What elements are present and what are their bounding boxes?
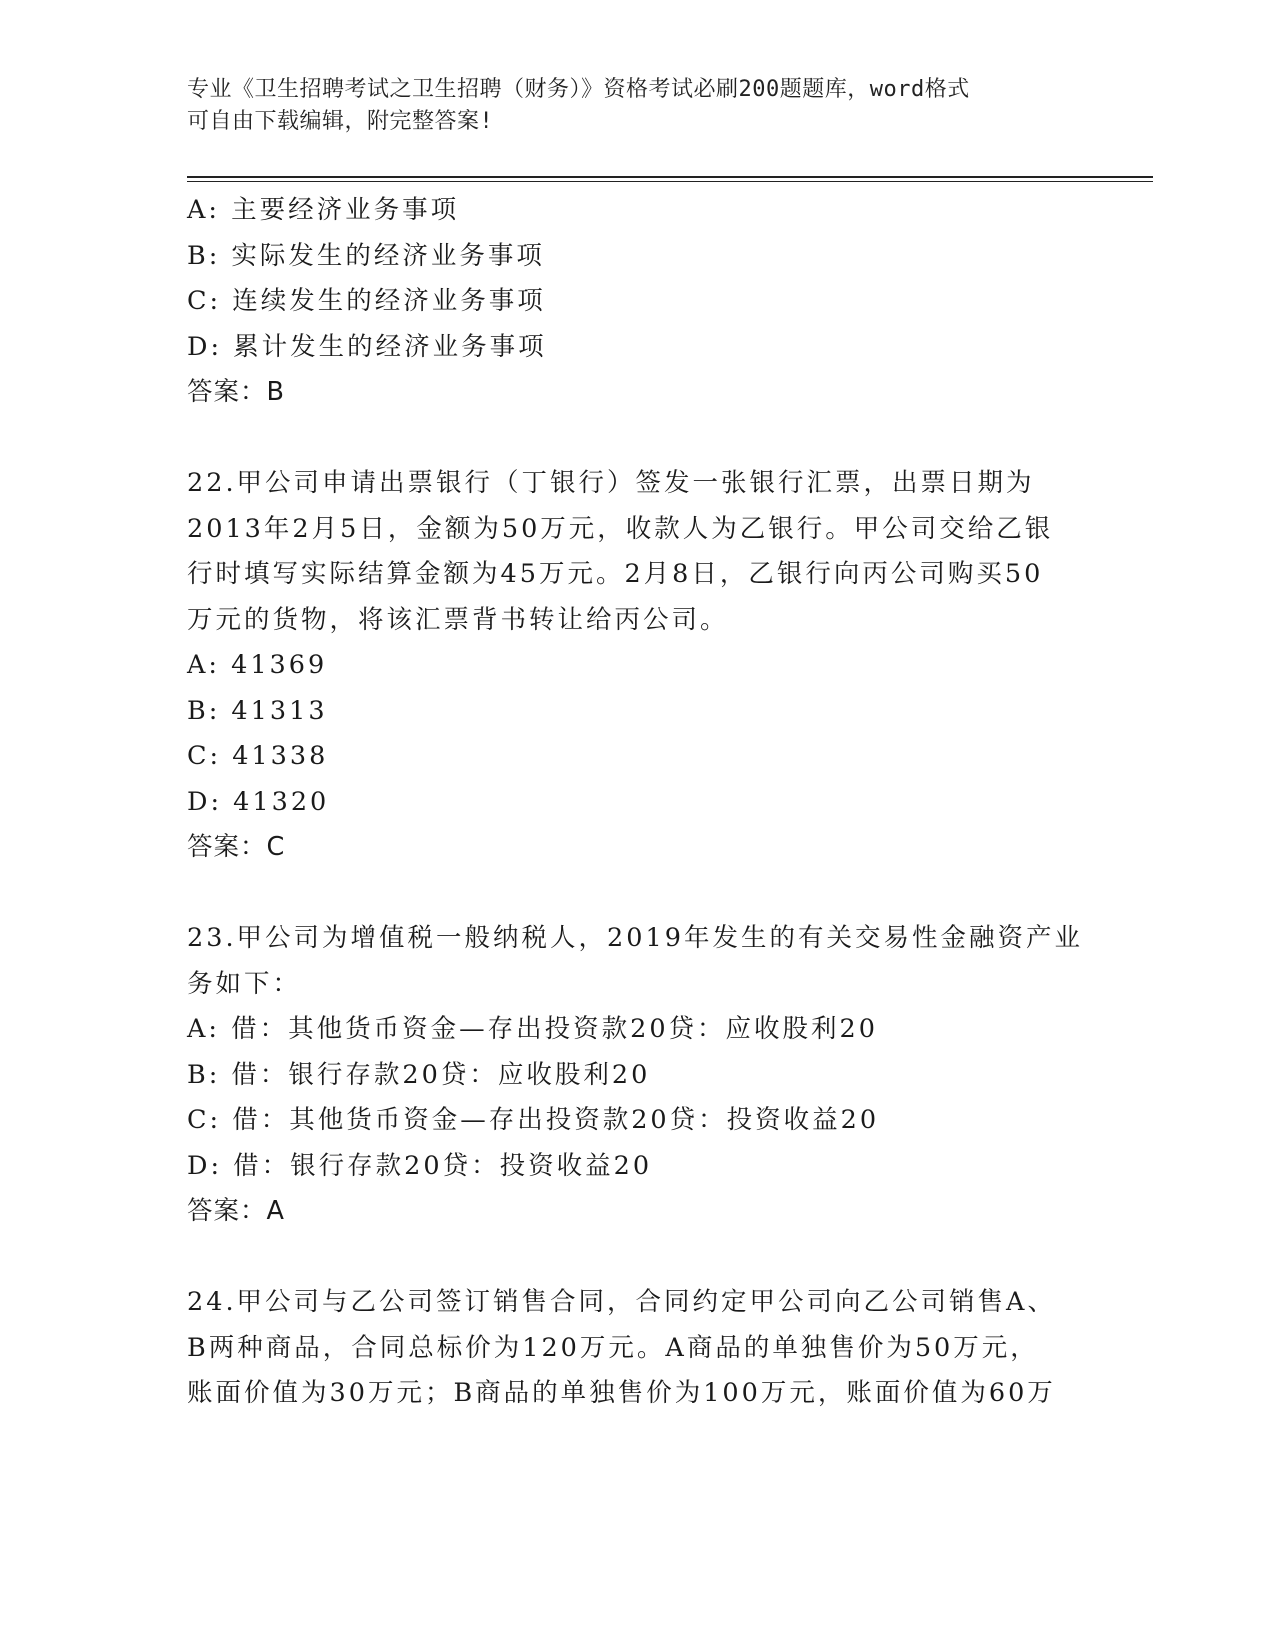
- option-c: C: 41338: [187, 741, 329, 771]
- header-divider-thick: [187, 176, 1153, 178]
- document-body: [187, 188, 1087, 1417]
- option-a: A: 41369: [187, 650, 328, 680]
- answer: 答案：C: [187, 832, 286, 862]
- question-stem-line: 22.甲公司申请出票银行（丁银行）签发一张银行汇票，出票日期为: [187, 468, 1035, 498]
- option-a: A: 主要经济业务事项: [187, 195, 460, 225]
- answer: 答案：A: [187, 1196, 285, 1226]
- option-d: D: 41320: [187, 786, 330, 817]
- option-d: D: 借：银行存款20贷：投资收益20: [187, 1150, 653, 1181]
- question-stem-line: B两种商品，合同总标价为120万元。A商品的单独售价为50万元，: [187, 1332, 1039, 1363]
- option-b: B: 41313: [187, 695, 328, 726]
- option-c: C: 借：其他货币资金—存出投资款20贷：投资收益20: [187, 1105, 880, 1135]
- option-d: D: 累计发生的经济业务事项: [187, 331, 547, 362]
- spacer: [187, 416, 1087, 462]
- document-header: [187, 74, 1067, 138]
- question-22: [187, 461, 1087, 871]
- answer: 答案：B: [187, 377, 285, 407]
- question-24: [187, 1280, 1087, 1417]
- option-a: A: 借：其他货币资金—存出投资款20贷：应收股利20: [187, 1014, 879, 1044]
- question-23: [187, 916, 1087, 1235]
- question-21: [187, 188, 1087, 416]
- question-stem-line: 23.甲公司为增值税一般纳税人，2019年发生的有关交易性金融资产业: [187, 923, 1083, 953]
- question-stem-line: 账面价值为30万元；B商品的单独售价为100万元，账面价值为60万: [187, 1378, 1056, 1408]
- option-b: B: 借：银行存款20贷：应收股利20: [187, 1059, 651, 1090]
- question-stem-line: 万元的货物，将该汇票背书转让给丙公司。: [187, 604, 729, 635]
- question-stem-line: 2013年2月5日，金额为50万元，收款人为乙银行。甲公司交给乙银: [187, 513, 1054, 544]
- question-stem-line: 行时填写实际结算金额为45万元。2月8日，乙银行向丙公司购买50: [187, 559, 1044, 589]
- header-line-1: 专业《卫生招聘考试之卫生招聘（财务）》资格考试必刷200题题库，word格式: [187, 77, 970, 102]
- spacer: [187, 1235, 1087, 1281]
- option-b: B: 实际发生的经济业务事项: [187, 240, 545, 271]
- header-divider-thin: [187, 181, 1153, 182]
- header-line-2: 可自由下载编辑，附完整答案!: [187, 109, 494, 134]
- question-stem-line: 务如下：: [187, 968, 302, 999]
- question-stem-line: 24.甲公司与乙公司签订销售合同，合同约定甲公司向乙公司销售A、: [187, 1287, 1056, 1317]
- spacer: [187, 871, 1087, 917]
- option-c: C: 连续发生的经济业务事项: [187, 286, 546, 316]
